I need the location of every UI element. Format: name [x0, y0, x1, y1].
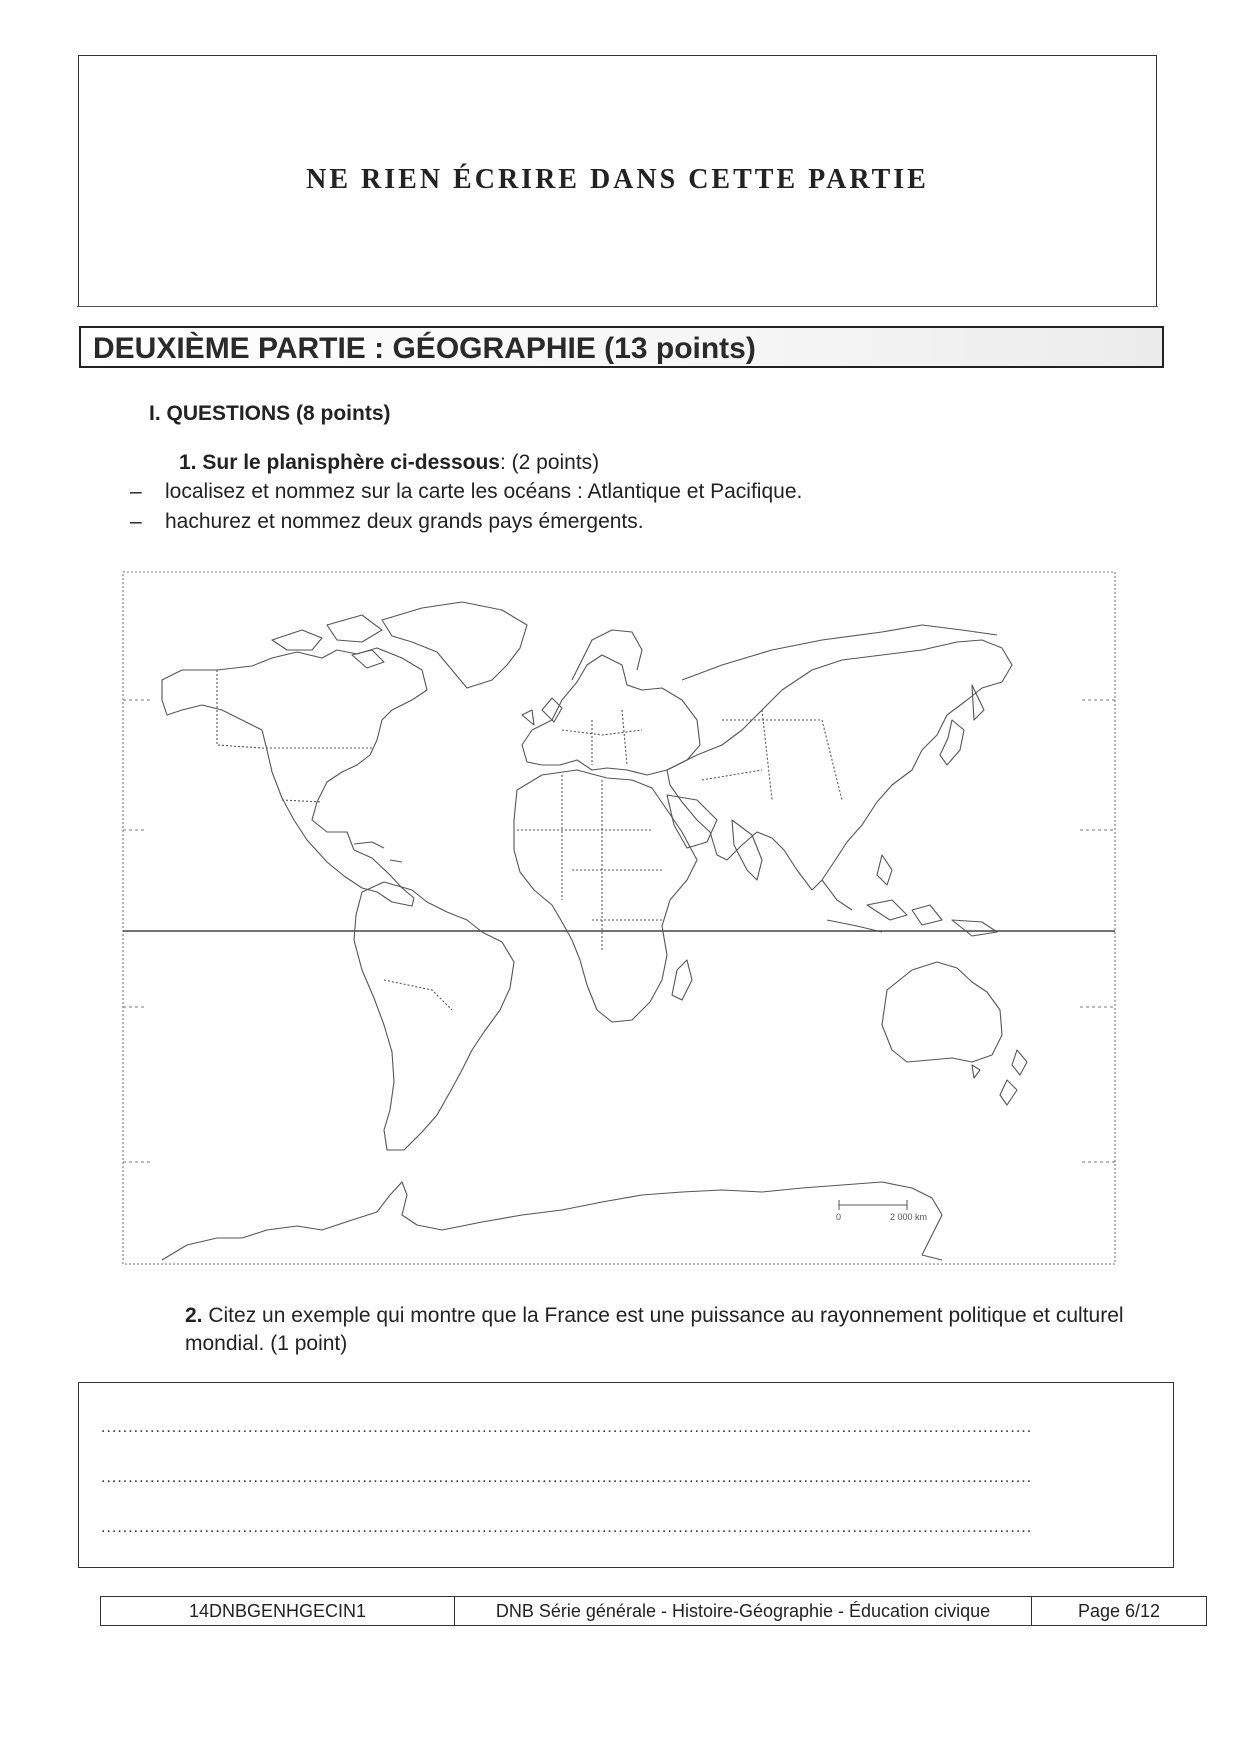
- answer-line[interactable]: ...........................................................................................................................................................................: [101, 1419, 1033, 1436]
- europe-outline: [522, 655, 700, 775]
- no-write-box: [78, 55, 1157, 307]
- page-number: Page 6/12: [1077, 1600, 1161, 1621]
- dash-icon: –: [130, 480, 142, 503]
- question-1-number: 1.: [179, 451, 197, 474]
- answer-line[interactable]: ...........................................................................................................................................................................: [101, 1469, 1033, 1486]
- greenland-outline: [382, 602, 527, 688]
- divider: [77, 306, 1158, 307]
- scale-start: 0: [836, 1212, 842, 1222]
- dash-icon: –: [130, 510, 142, 533]
- no-write-notice: NE RIEN ÉCRIRE DANS CETTE PARTIE: [306, 164, 929, 195]
- bullet-text: localisez et nommez sur la carte les océans : Atlantique et Pacifique.: [165, 480, 803, 503]
- question-1-bullet: [130, 480, 802, 504]
- question-2-number: 2.: [185, 1304, 203, 1327]
- asia-outline: [667, 640, 1012, 890]
- question-1: [179, 451, 599, 475]
- question-1-prompt: Sur le planisphère ci-dessous: [202, 451, 500, 474]
- question-1-bullet: [130, 510, 644, 534]
- world-map-outline: [122, 570, 1117, 1266]
- page-footer: [100, 1596, 1207, 1626]
- scale-bar: [839, 1200, 907, 1210]
- bullet-text: hachurez et nommez deux grands pays émergents.: [165, 510, 644, 533]
- south-america-outline: [354, 882, 514, 1150]
- question-2: [185, 1302, 1175, 1358]
- questions-heading: I. QUESTIONS (8 points): [149, 402, 391, 425]
- section-title: DEUXIÈME PARTIE : GÉOGRAPHIE (13 points): [93, 332, 756, 365]
- section-header: [79, 326, 1164, 368]
- exam-series: DNB Série générale - Histoire-Géographie - Éducation civique: [455, 1597, 1032, 1625]
- question-2-text: Citez un exemple qui montre que la France est une puissance au rayonnement politique et culturel mondial. (1 point): [185, 1304, 1124, 1355]
- answer-box[interactable]: [78, 1382, 1174, 1568]
- question-1-points: : (2 points): [499, 451, 600, 474]
- exam-code: 14DNBGENHGECIN1: [101, 1597, 455, 1625]
- north-america-outline: [162, 648, 427, 906]
- world-map: [122, 570, 1117, 1266]
- scale-label: 2 000 km: [890, 1212, 928, 1222]
- australia-outline: [882, 962, 1002, 1062]
- antarctica-outline: [162, 1182, 942, 1260]
- answer-line[interactable]: ...........................................................................................................................................................................: [101, 1519, 1033, 1536]
